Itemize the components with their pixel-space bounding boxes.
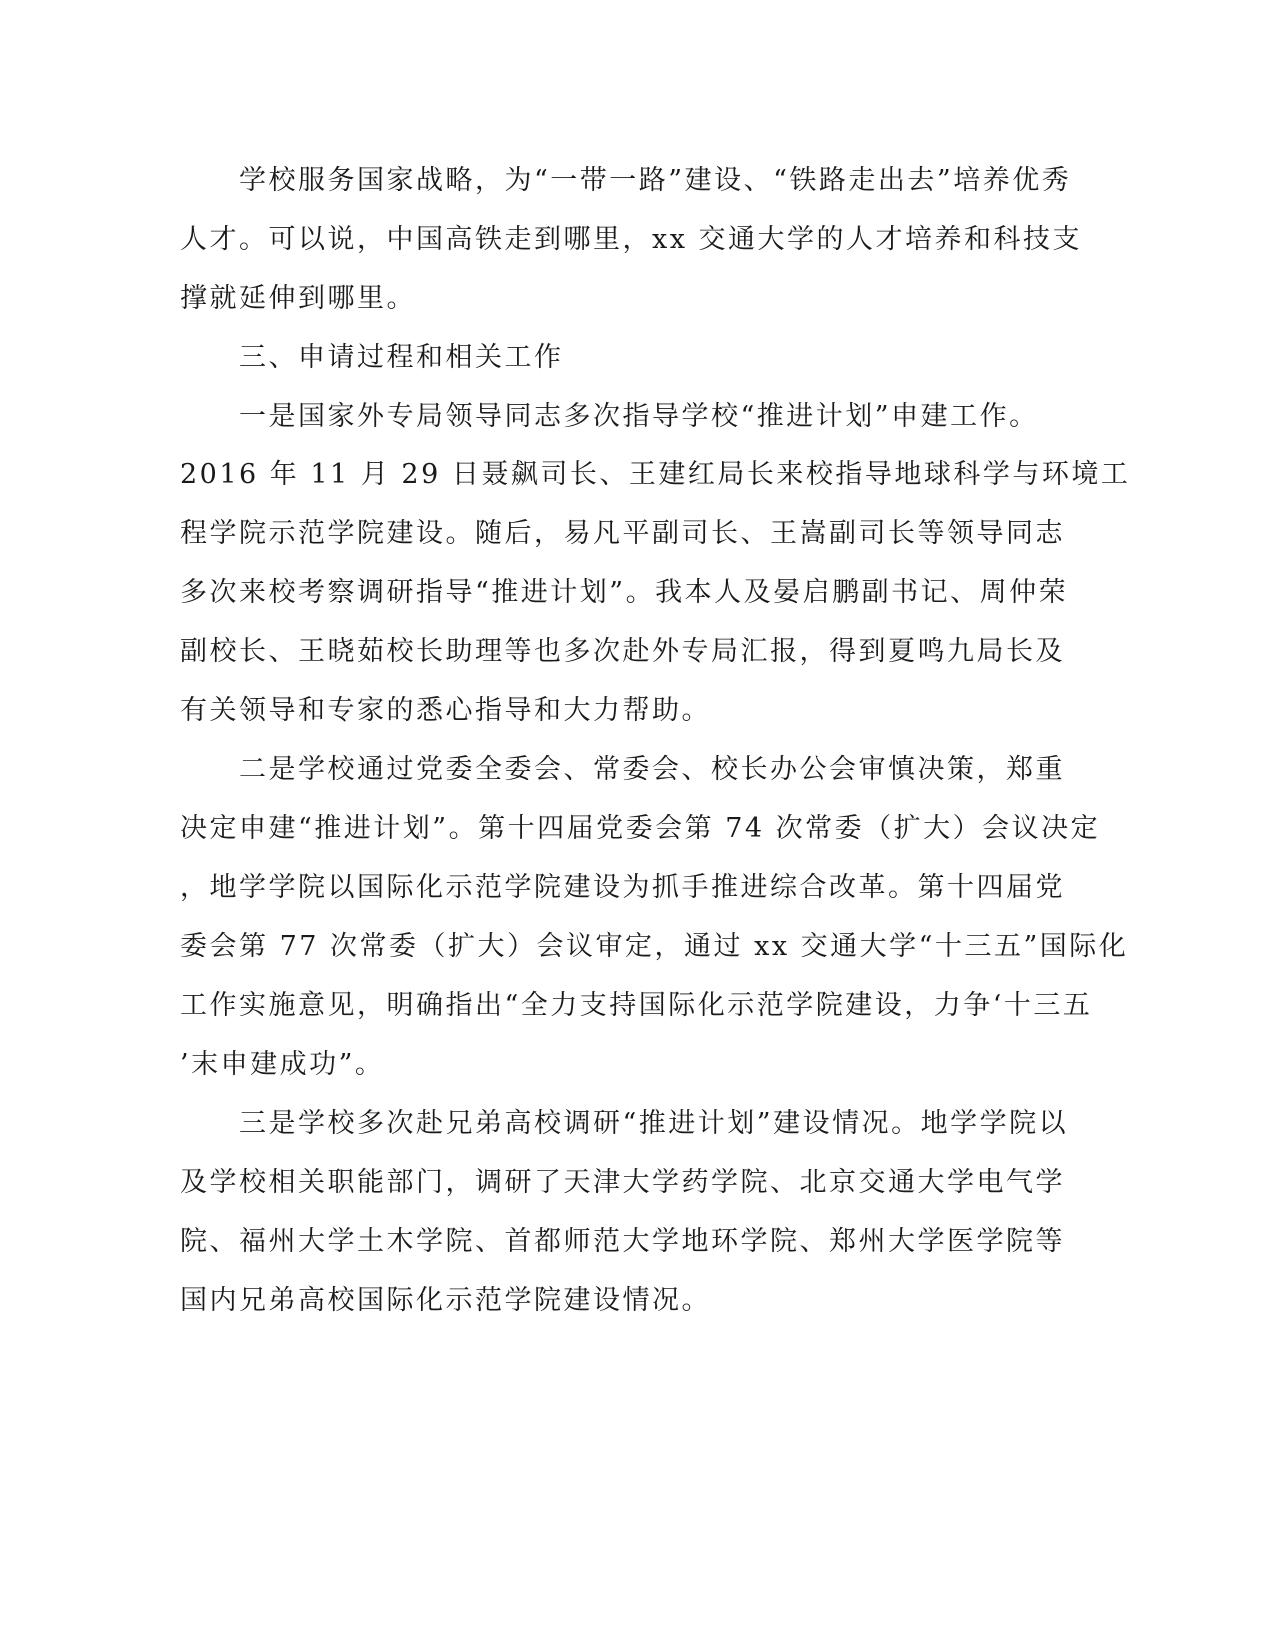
text-line-19: 院、福州大学土木学院、首都师范大学地环学院、郑州大学医学院等 <box>180 1226 1065 1257</box>
text-line-20: 国内兄弟高校国际化示范学院建设情况。 <box>180 1285 711 1316</box>
text-line-11: 二是学校通过党委全委会、常委会、校长办公会审慎决策，郑重 <box>180 754 1065 785</box>
text-line-12: 决定申建“推进计划”。第十四届党委会第 74 次常委（扩大）会议决定 <box>180 813 1101 844</box>
text-line-15: 工作实施意见，明确指出“全力支持国际化示范学院建设，力争‘十三五 <box>180 990 1093 1021</box>
text-line-3: 撑就延伸到哪里。 <box>180 283 416 314</box>
text-line-5: 一是国家外专局领导同志多次指导学校“推进计划”申建工作。 <box>180 401 1039 432</box>
text-line-7: 程学院示范学院建设。随后，易凡平副司长、王嵩副司长等领导同志 <box>180 518 1065 549</box>
text-line-10: 有关领导和专家的悉心指导和大力帮助。 <box>180 695 711 726</box>
text-line-8: 多次来校考察调研指导“推进计划”。我本人及晏启鹏副书记、周仲荣 <box>180 577 1069 608</box>
text-line-6: 2016 年 11 月 29 日聂飙司长、王建红局长来校指导地球科学与环境工 <box>180 459 1131 490</box>
text-line-9: 副校长、王晓茹校长助理等也多次赴外专局汇报，得到夏鸣九局长及 <box>180 636 1065 667</box>
text-line-16: ’末申建成功”。 <box>180 1049 385 1080</box>
text-line-18: 及学校相关职能部门，调研了天津大学药学院、北京交通大学电气学 <box>180 1167 1065 1198</box>
text-line-17: 三是学校多次赴兄弟高校调研“推进计划”建设情况。地学学院以 <box>180 1108 1069 1139</box>
text-line-14: 委会第 77 次常委（扩大）会议审定，通过 xx 交通大学“十三五”国际化 <box>180 931 1129 962</box>
text-line-1: 学校服务国家战略，为“一带一路”建设、“铁路走出去”培养优秀 <box>180 165 1072 196</box>
section-heading: 三、申请过程和相关工作 <box>180 342 564 373</box>
text-line-13: ，地学学院以国际化示范学院建设为抓手推进综合改革。第十四届党 <box>180 872 1065 903</box>
text-line-2: 人才。可以说，中国高铁走到哪里，xx 交通大学的人才培养和科技支 <box>180 224 1083 255</box>
